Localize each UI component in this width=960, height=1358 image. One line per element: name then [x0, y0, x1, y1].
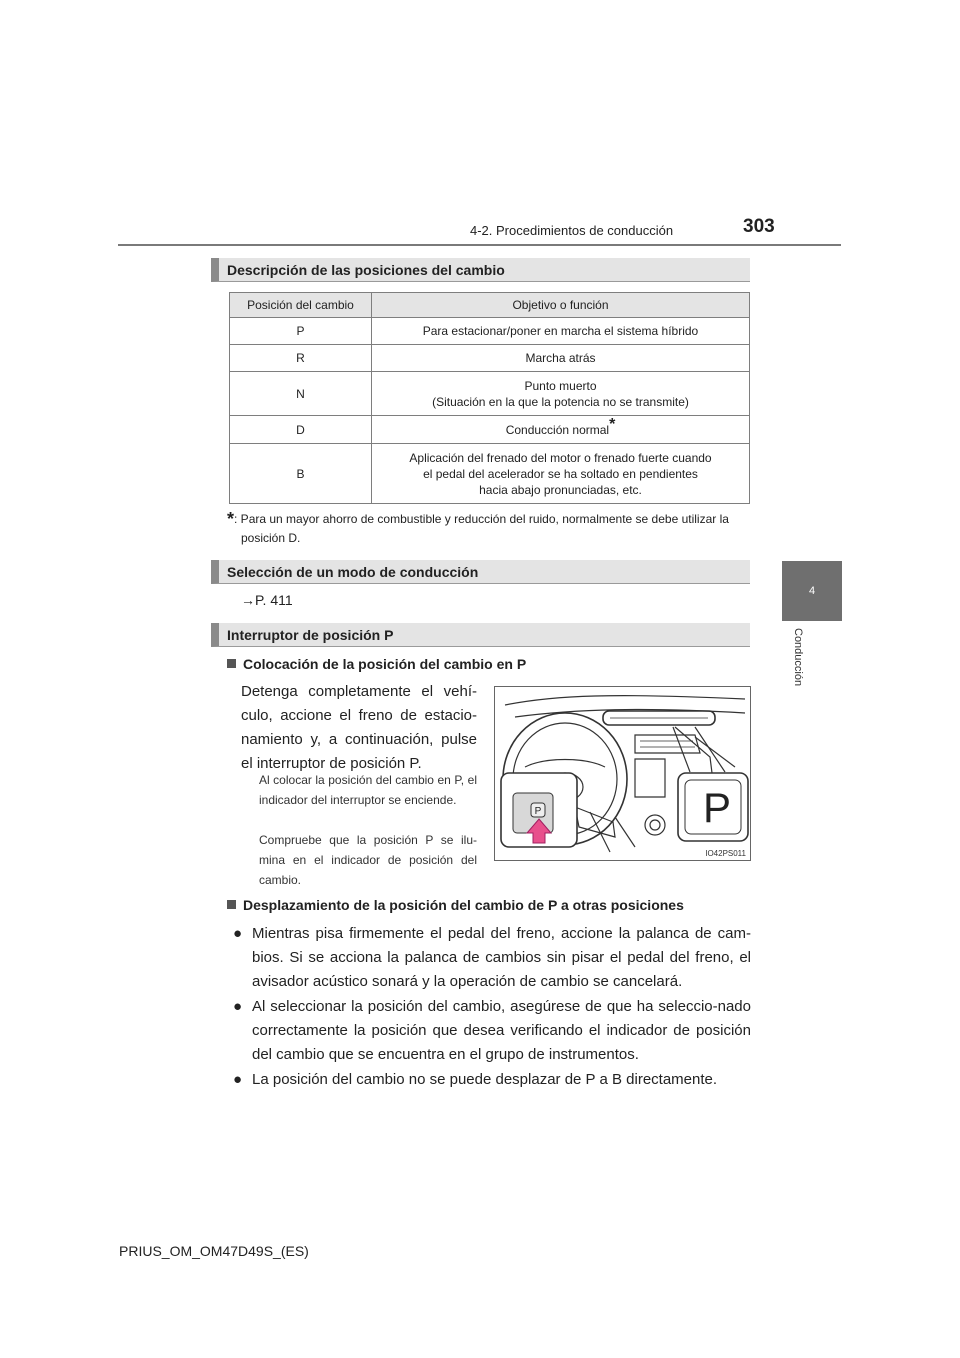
position-cell: N — [230, 372, 372, 416]
section-heading-p-switch: Interruptor de posición P — [211, 623, 750, 647]
position-cell: P — [230, 318, 372, 345]
bullet-text: Al seleccionar la posición del cambio, asegúrese de que ha seleccio-nado correctamente la posición que desea verificando el indicador de posición del cambio que se encuentra en el grupo de instrumentos. — [252, 998, 751, 1063]
header-divider — [118, 244, 841, 246]
position-cell: B — [230, 444, 372, 504]
list-item — [233, 1068, 751, 1092]
bullet-dot-icon: ● — [233, 1071, 243, 1088]
p-switch-illustration — [494, 686, 751, 861]
section-heading-driving-mode: Selección de un modo de conducción — [211, 560, 750, 584]
table-header-function: Objetivo o función — [372, 293, 750, 318]
bullet-text: La posición del cambio no se puede desplazar de P a B directamente. — [252, 1071, 718, 1088]
section-title: 4-2. Procedimientos de conducción — [470, 223, 674, 238]
table-row — [230, 372, 750, 416]
footnote-text: : Para un mayor ahorro de combustible y reducción del ruido, normalmente se debe utilizar la posición D. — [234, 512, 729, 545]
bullet-text: Mientras pisa firmemente el pedal del freno, accione la palanca de cam-bios. Si se acciona la palanca de cambios sin pisar el pedal del freno, el avisador acústico sonará y la operación de cambio se cancelará. — [252, 925, 751, 990]
table-row — [230, 444, 750, 504]
table-header-position: Posición del cambio — [230, 293, 372, 318]
function-cell — [372, 372, 750, 416]
instruction-text: Detenga completamente el vehí-culo, accione el freno de estacio-namiento y, a continuación, pulse el interruptor de posición P. — [241, 683, 477, 772]
big-p-indicator: P — [702, 784, 731, 831]
table-row — [230, 318, 750, 345]
function-line: hacia abajo pronunciadas, etc. — [479, 482, 642, 497]
note-check: Compruebe que la posición P se ilu-mina en el indicador de posición del cambio. — [259, 833, 477, 887]
function-text: Conducción normal — [505, 422, 610, 437]
square-bullet-icon — [227, 659, 236, 668]
function-line: el pedal del acelerador se ha soltado en pendientes — [423, 466, 698, 481]
bullet-dot-icon: ● — [233, 998, 243, 1015]
footnote-marker: * — [609, 415, 616, 433]
list-item — [233, 995, 751, 1067]
function-line: (Situación en la que la potencia no se transmite) — [432, 394, 689, 409]
subheading-text: Colocación de la posición del cambio en P — [243, 656, 527, 672]
section-heading-shift-positions: Descripción de las posiciones del cambio — [211, 258, 750, 282]
note-indicator: Al colocar la posición del cambio en P, el indicador del interruptor se enciende. — [259, 773, 477, 807]
bullet-dot-icon: ● — [233, 925, 243, 942]
function-line: Aplicación del frenado del motor o frenado fuerte cuando — [409, 450, 712, 465]
table-header-row — [230, 293, 750, 318]
subheading-text: Desplazamiento de la posición del cambio de P a otras posiciones — [243, 897, 684, 913]
subheading-shift-from-p — [227, 897, 684, 913]
footnote-star: * — [227, 509, 235, 529]
position-cell: R — [230, 345, 372, 372]
function-line: Punto muerto — [524, 378, 597, 393]
page-number: 303 — [743, 216, 775, 237]
page-reference-link[interactable]: →P. 411 — [241, 592, 293, 608]
function-cell: Marcha atrás — [372, 345, 750, 372]
figure-code: IO42PS011 — [705, 849, 746, 858]
list-item — [233, 922, 751, 994]
function-cell — [372, 416, 750, 444]
position-cell: D — [230, 416, 372, 444]
function-cell: Para estacionar/poner en marcha el sistema híbrido — [372, 318, 750, 345]
switch-p-label: P — [534, 806, 542, 817]
square-bullet-icon — [227, 900, 236, 909]
shift-position-table — [229, 292, 750, 504]
table-row — [230, 416, 750, 444]
subheading-set-p — [227, 656, 526, 672]
document-code: PRIUS_OM_OM47D49S_(ES) — [119, 1243, 309, 1259]
chapter-label: Conducción — [792, 628, 804, 687]
table-row — [230, 345, 750, 372]
function-cell — [372, 444, 750, 504]
footnote — [227, 510, 751, 548]
chapter-tab: 4 — [782, 561, 842, 621]
